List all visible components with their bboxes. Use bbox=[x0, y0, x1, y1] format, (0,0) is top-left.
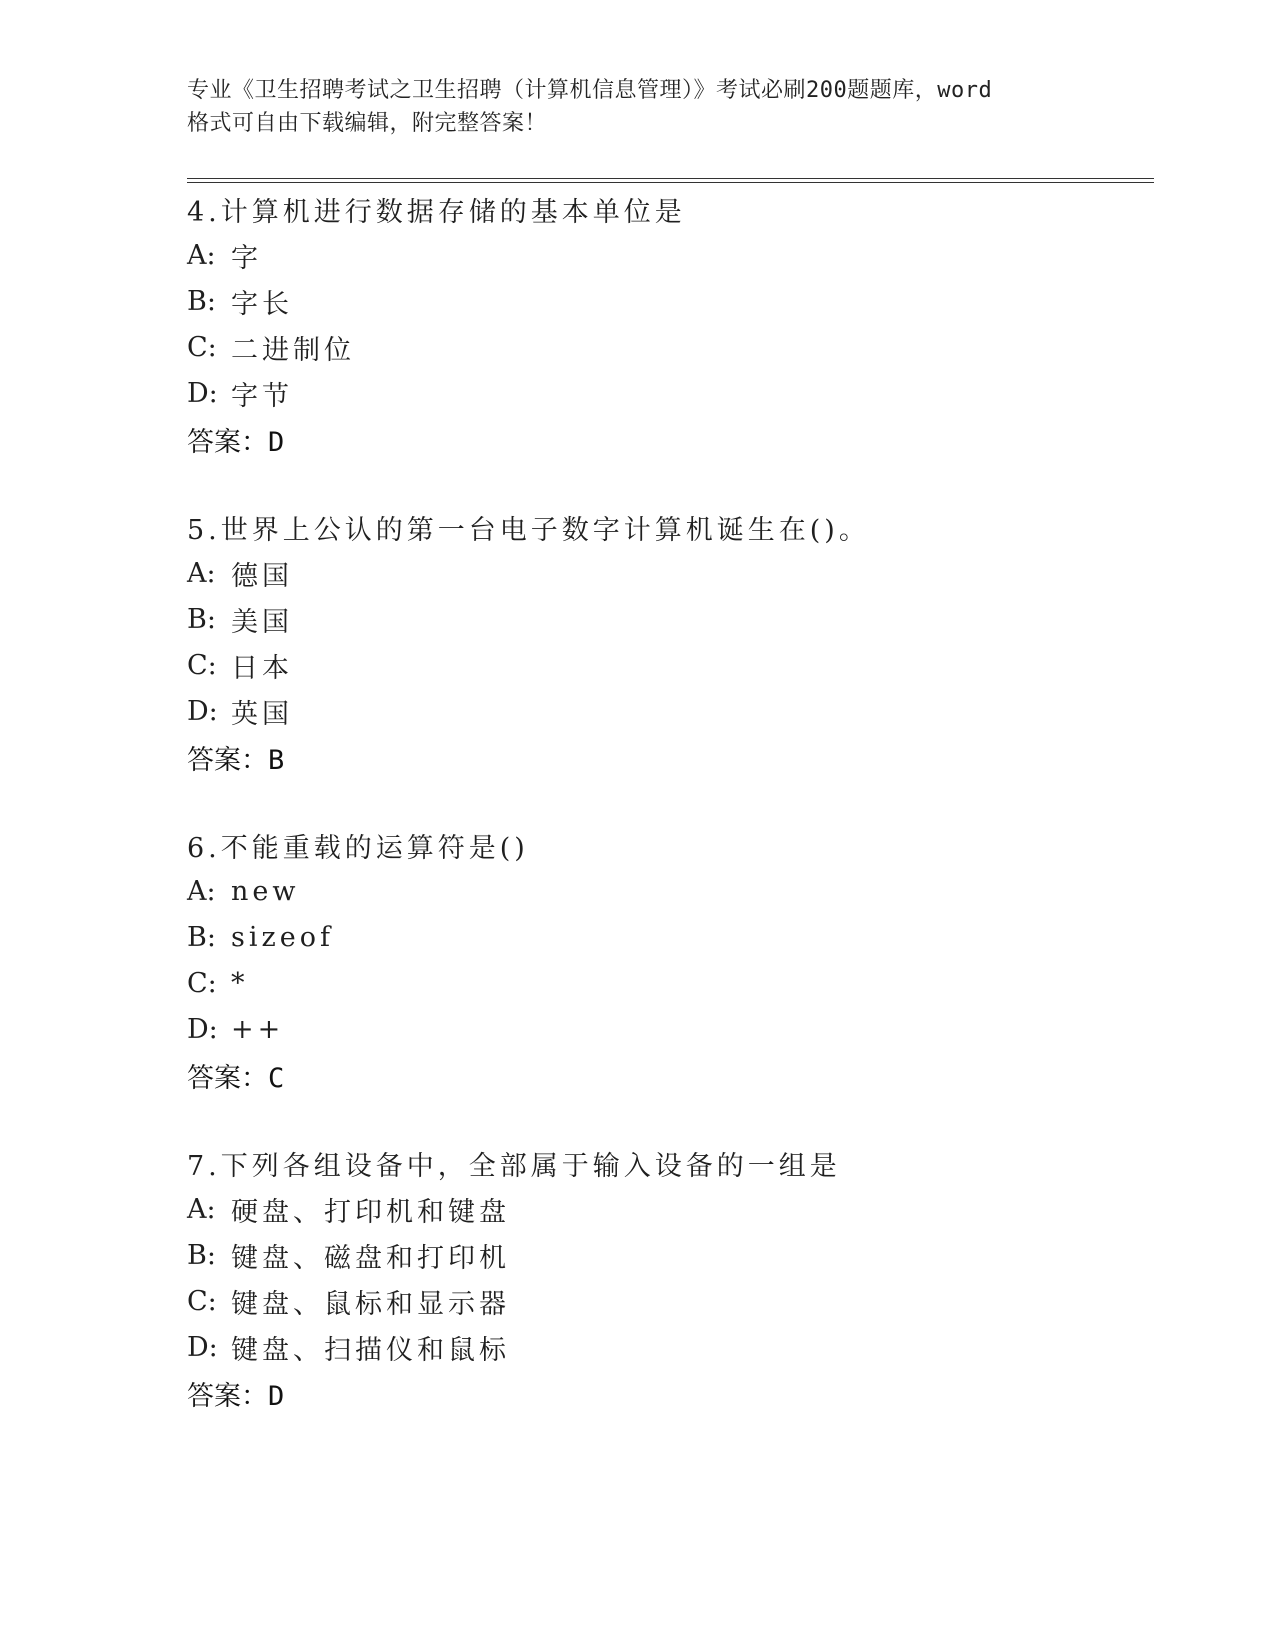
option-b bbox=[187, 914, 1137, 960]
option-text: 二进制位 bbox=[231, 334, 355, 366]
header-line-1: 专业《卫生招聘考试之卫生招聘（计算机信息管理）》考试必刷200题题库，word bbox=[187, 78, 993, 103]
option-d bbox=[187, 1324, 1137, 1370]
option-a bbox=[187, 868, 1137, 914]
option-letter: C: bbox=[187, 1285, 217, 1317]
option-b bbox=[187, 596, 1137, 642]
option-text: 英国 bbox=[231, 698, 293, 730]
option-letter: D: bbox=[187, 1331, 218, 1363]
option-letter: B: bbox=[187, 1239, 216, 1271]
question-stem: 5.世界上公认的第一台电子数字计算机诞生在()。 bbox=[187, 514, 870, 546]
option-c bbox=[187, 960, 1137, 1006]
option-text: 键盘、扫描仪和鼠标 bbox=[231, 1334, 510, 1366]
option-a bbox=[187, 550, 1137, 596]
option-b bbox=[187, 278, 1137, 324]
option-text: 美国 bbox=[231, 606, 293, 638]
option-d bbox=[187, 1006, 1137, 1052]
question-6 bbox=[187, 822, 1137, 1098]
option-letter: D: bbox=[187, 695, 218, 727]
option-text: 日本 bbox=[231, 652, 293, 684]
option-a bbox=[187, 1186, 1137, 1232]
option-text: 硬盘、打印机和键盘 bbox=[231, 1196, 510, 1228]
document-header bbox=[187, 74, 1087, 140]
option-letter: D: bbox=[187, 1013, 218, 1045]
option-letter: D: bbox=[187, 377, 218, 409]
header-divider-top bbox=[187, 178, 1154, 179]
option-c bbox=[187, 1278, 1137, 1324]
option-text: 键盘、磁盘和打印机 bbox=[231, 1242, 510, 1274]
option-letter: C: bbox=[187, 331, 217, 363]
option-text: 字节 bbox=[231, 380, 293, 412]
option-letter: C: bbox=[187, 649, 217, 681]
question-4 bbox=[187, 186, 1137, 462]
question-stem: 4.计算机进行数据存储的基本单位是 bbox=[187, 196, 686, 228]
option-c bbox=[187, 324, 1137, 370]
option-letter: C: bbox=[187, 967, 217, 999]
option-letter: A: bbox=[187, 1193, 216, 1225]
option-d bbox=[187, 688, 1137, 734]
option-d bbox=[187, 370, 1137, 416]
option-c bbox=[187, 642, 1137, 688]
answer-line: 答案：D bbox=[187, 426, 285, 458]
header-line-2: 格式可自由下载编辑，附完整答案！ bbox=[187, 111, 548, 136]
question-7 bbox=[187, 1140, 1137, 1416]
option-text: 德国 bbox=[231, 560, 293, 592]
option-a bbox=[187, 232, 1137, 278]
option-b bbox=[187, 1232, 1137, 1278]
option-text: 字长 bbox=[231, 288, 293, 320]
question-5 bbox=[187, 504, 1137, 780]
option-text: * bbox=[231, 967, 249, 999]
option-letter: B: bbox=[187, 603, 216, 635]
option-letter: A: bbox=[187, 239, 216, 271]
answer-line: 答案：D bbox=[187, 1380, 285, 1412]
option-text: new bbox=[231, 875, 300, 907]
option-letter: A: bbox=[187, 557, 216, 589]
answer-line: 答案：C bbox=[187, 1062, 285, 1094]
option-text: ++ bbox=[231, 1013, 285, 1045]
option-letter: B: bbox=[187, 921, 216, 953]
question-stem: 6.不能重载的运算符是() bbox=[187, 832, 529, 864]
option-text: sizeof bbox=[231, 921, 334, 953]
option-letter: B: bbox=[187, 285, 216, 317]
option-text: 字 bbox=[231, 242, 262, 274]
option-letter: A: bbox=[187, 875, 216, 907]
question-stem: 7.下列各组设备中，全部属于输入设备的一组是 bbox=[187, 1150, 841, 1182]
option-text: 键盘、鼠标和显示器 bbox=[231, 1288, 510, 1320]
header-divider-bottom bbox=[187, 182, 1154, 183]
answer-line: 答案：B bbox=[187, 744, 285, 776]
